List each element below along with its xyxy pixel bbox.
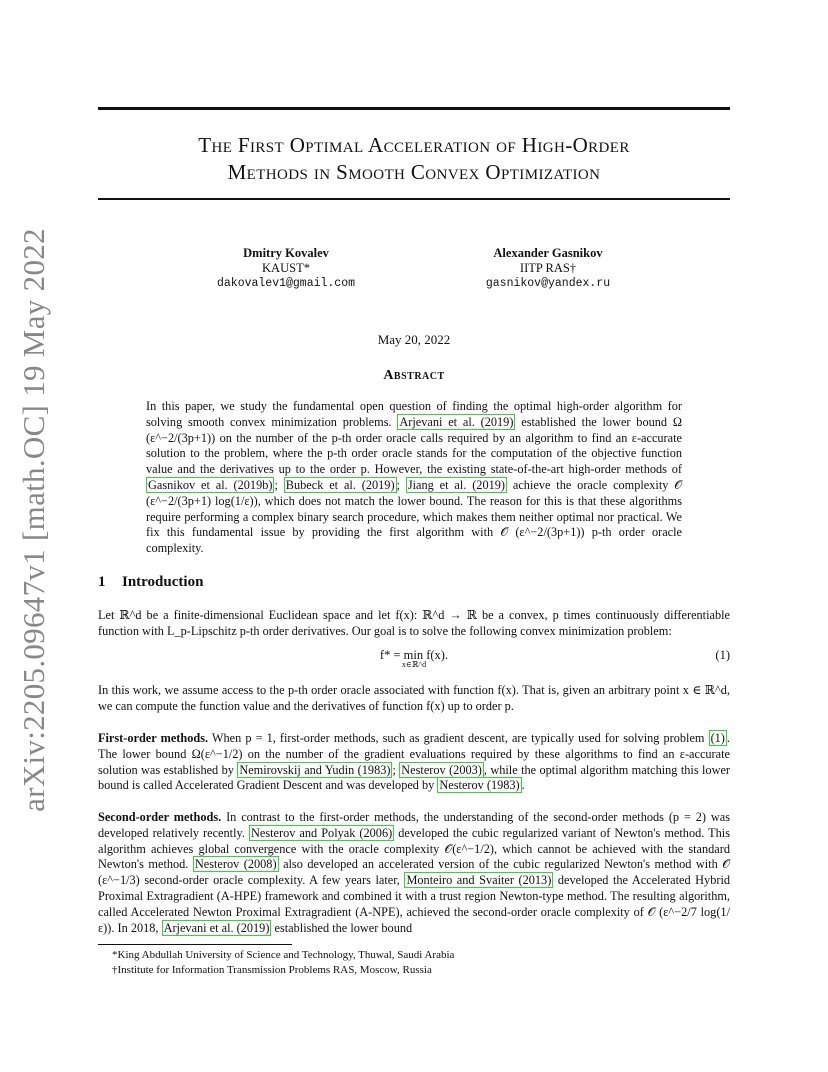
- title-line-1: The First Optimal Acceleration of High-Order: [198, 133, 630, 157]
- top-rule: [98, 107, 730, 110]
- paragraph-text: established the lower bound: [274, 920, 413, 935]
- equation-subscript: x∈ℝ^d: [401, 660, 427, 669]
- paragraph-text: .: [521, 778, 525, 793]
- title-bottom-rule: [98, 198, 730, 200]
- abstract-body: [146, 399, 682, 557]
- paragraph-heading: Second-order methods.: [98, 810, 222, 824]
- separator: ;: [392, 762, 396, 777]
- equation-body: f* = min f(x).: [379, 648, 449, 662]
- citation-link[interactable]: Nesterov (1983): [439, 778, 520, 793]
- abstract-text: In this paper, we study the fundamental open question of finding the optimal high-order algorithm for solving smooth convex minimization problems.: [146, 399, 682, 429]
- equation-1: [98, 648, 730, 672]
- citation-link[interactable]: Nesterov and Polyak (2006): [250, 825, 393, 840]
- paper-date: May 20, 2022: [377, 332, 451, 347]
- author-2: [428, 246, 668, 291]
- intro-paragraph-1: Let ℝ^d be a finite-dimensional Euclidean space and let f(x): ℝ^d → ℝ be a convex, p times continuously differentiable function with L_p-Lipschitz p-th order derivatives. Our goal is to solve the following convex minimization problem:: [98, 608, 730, 638]
- citation-link[interactable]: Nesterov (2003): [401, 762, 482, 777]
- citation-link[interactable]: Arjevani et al. (2019): [399, 414, 514, 429]
- footnote-1: *King Abdullah University of Science and Technology, Thuwal, Saudi Arabia: [112, 949, 455, 961]
- citation-link[interactable]: Monteiro and Svaiter (2013): [406, 873, 552, 888]
- section-number: 1: [98, 574, 106, 590]
- paragraph-text: When p = 1, first-order methods, such as gradient descent, are typically used for solving problem: [211, 731, 705, 745]
- footnote-2: †Institute for Information Transmission Problems RAS, Moscow, Russia: [112, 964, 432, 976]
- author-1: [166, 246, 406, 291]
- paragraph-text: also developed an accelerated version of the cubic regularized Newton's method with 𝒪 (ε^−1/3) second-order oracle complexity. A few years later,: [98, 857, 731, 888]
- arxiv-stamp: [0, 228, 68, 812]
- citation-link[interactable]: Nesterov (2008): [194, 857, 277, 872]
- first-order-paragraph: [98, 731, 730, 794]
- citation-link[interactable]: Bubeck et al. (2019): [285, 477, 395, 492]
- citation-link[interactable]: Arjevani et al. (2019): [163, 920, 270, 935]
- equation-ref-link[interactable]: (1): [710, 731, 725, 745]
- second-order-paragraph: [98, 810, 730, 936]
- author-affiliation: IITP RAS†: [519, 261, 577, 275]
- footnote-rule: [98, 944, 292, 945]
- paragraph-heading: First-order methods.: [98, 731, 209, 745]
- separator: ;: [396, 477, 400, 492]
- citation-link[interactable]: Gasnikov et al. (2019b): [148, 477, 273, 492]
- paragraph-text: . The lower bound Ω(ε^−1/2) on the number of the gradient evaluations required by these algorithms to find an ε-accurate solution was established by: [98, 731, 730, 777]
- paragraph-text: , while the optimal algorithm matching this lower bound is called Accelerated Gradient Descent and was developed by: [98, 762, 731, 793]
- citation-link[interactable]: Jiang et al. (2019): [407, 477, 505, 492]
- abstract-heading: Abstract: [383, 368, 445, 383]
- section-title: Introduction: [122, 574, 204, 590]
- author-name: Dmitry Kovalev: [243, 246, 329, 260]
- abstract-text: established the lower bound Ω (ε^−2/(3p+1)) on the number of the p-th order oracle calls required by an algorithm to find an ε-accurate solution to the problem, where the p-th order oracle stands for the computation of the objective function value and the derivatives up to the order p. However, the existing state-of-the-art high-order methods of: [146, 414, 682, 477]
- citation-link[interactable]: Nemirovskij and Yudin (1983): [239, 762, 391, 777]
- arxiv-stamp-text: arXiv:2205.09647v1 [math.OC] 19 May 2022: [16, 228, 51, 812]
- author-email[interactable]: gasnikov@yandex.ru: [485, 277, 611, 290]
- author-affiliation: KAUST*: [262, 261, 310, 275]
- paragraph-text: developed the cubic regularized variant of Newton's method. This algorithm achieves global convergence with the oracle complexity 𝒪(ε^−1/2), which cannot be achieved with the standard Newton's method.: [98, 825, 730, 872]
- equation-number: (1): [715, 648, 730, 662]
- section-heading: [98, 574, 203, 591]
- separator: ;: [274, 477, 278, 492]
- paragraph-text: In contrast to the first-order methods, the understanding of the second-order methods (p = 2) was developed relatively recently.: [98, 810, 731, 840]
- title-line-2: Methods in Smooth Convex Optimization: [227, 160, 601, 184]
- author-email[interactable]: dakovalev1@gmail.com: [216, 277, 356, 290]
- author-name: Alexander Gasnikov: [493, 246, 603, 260]
- paragraph-text: developed the Accelerated Hybrid Proximal Extragradient (A-HPE) framework and combined it with a trust region Newton-type method. The resulting algorithm, called Accelerated Newton Proximal Extragradient (A-NPE), achieved the second-order oracle complexity of 𝒪 (ε^−2/7 log(1/ε)). In 2018,: [98, 873, 731, 935]
- abstract-text: achieve the oracle complexity 𝒪 (ε^−2/(3p+1) log(1/ε)), which does not match the lower bound. The reason for this is that these algorithms require performing a complex binary search procedure, which makes them neither optimal nor practical. We fix this fundamental issue by providing the first algorithm with 𝒪 (ε^−2/(3p+1)) p-th order oracle complexity.: [146, 477, 682, 556]
- intro-paragraph-2: In this work, we assume access to the p-th order oracle associated with function f(x). That is, given an arbitrary point x ∈ ℝ^d, we can compute the function value and the derivatives of function f(x) up to order p.: [98, 683, 730, 713]
- paper-title: [98, 132, 730, 186]
